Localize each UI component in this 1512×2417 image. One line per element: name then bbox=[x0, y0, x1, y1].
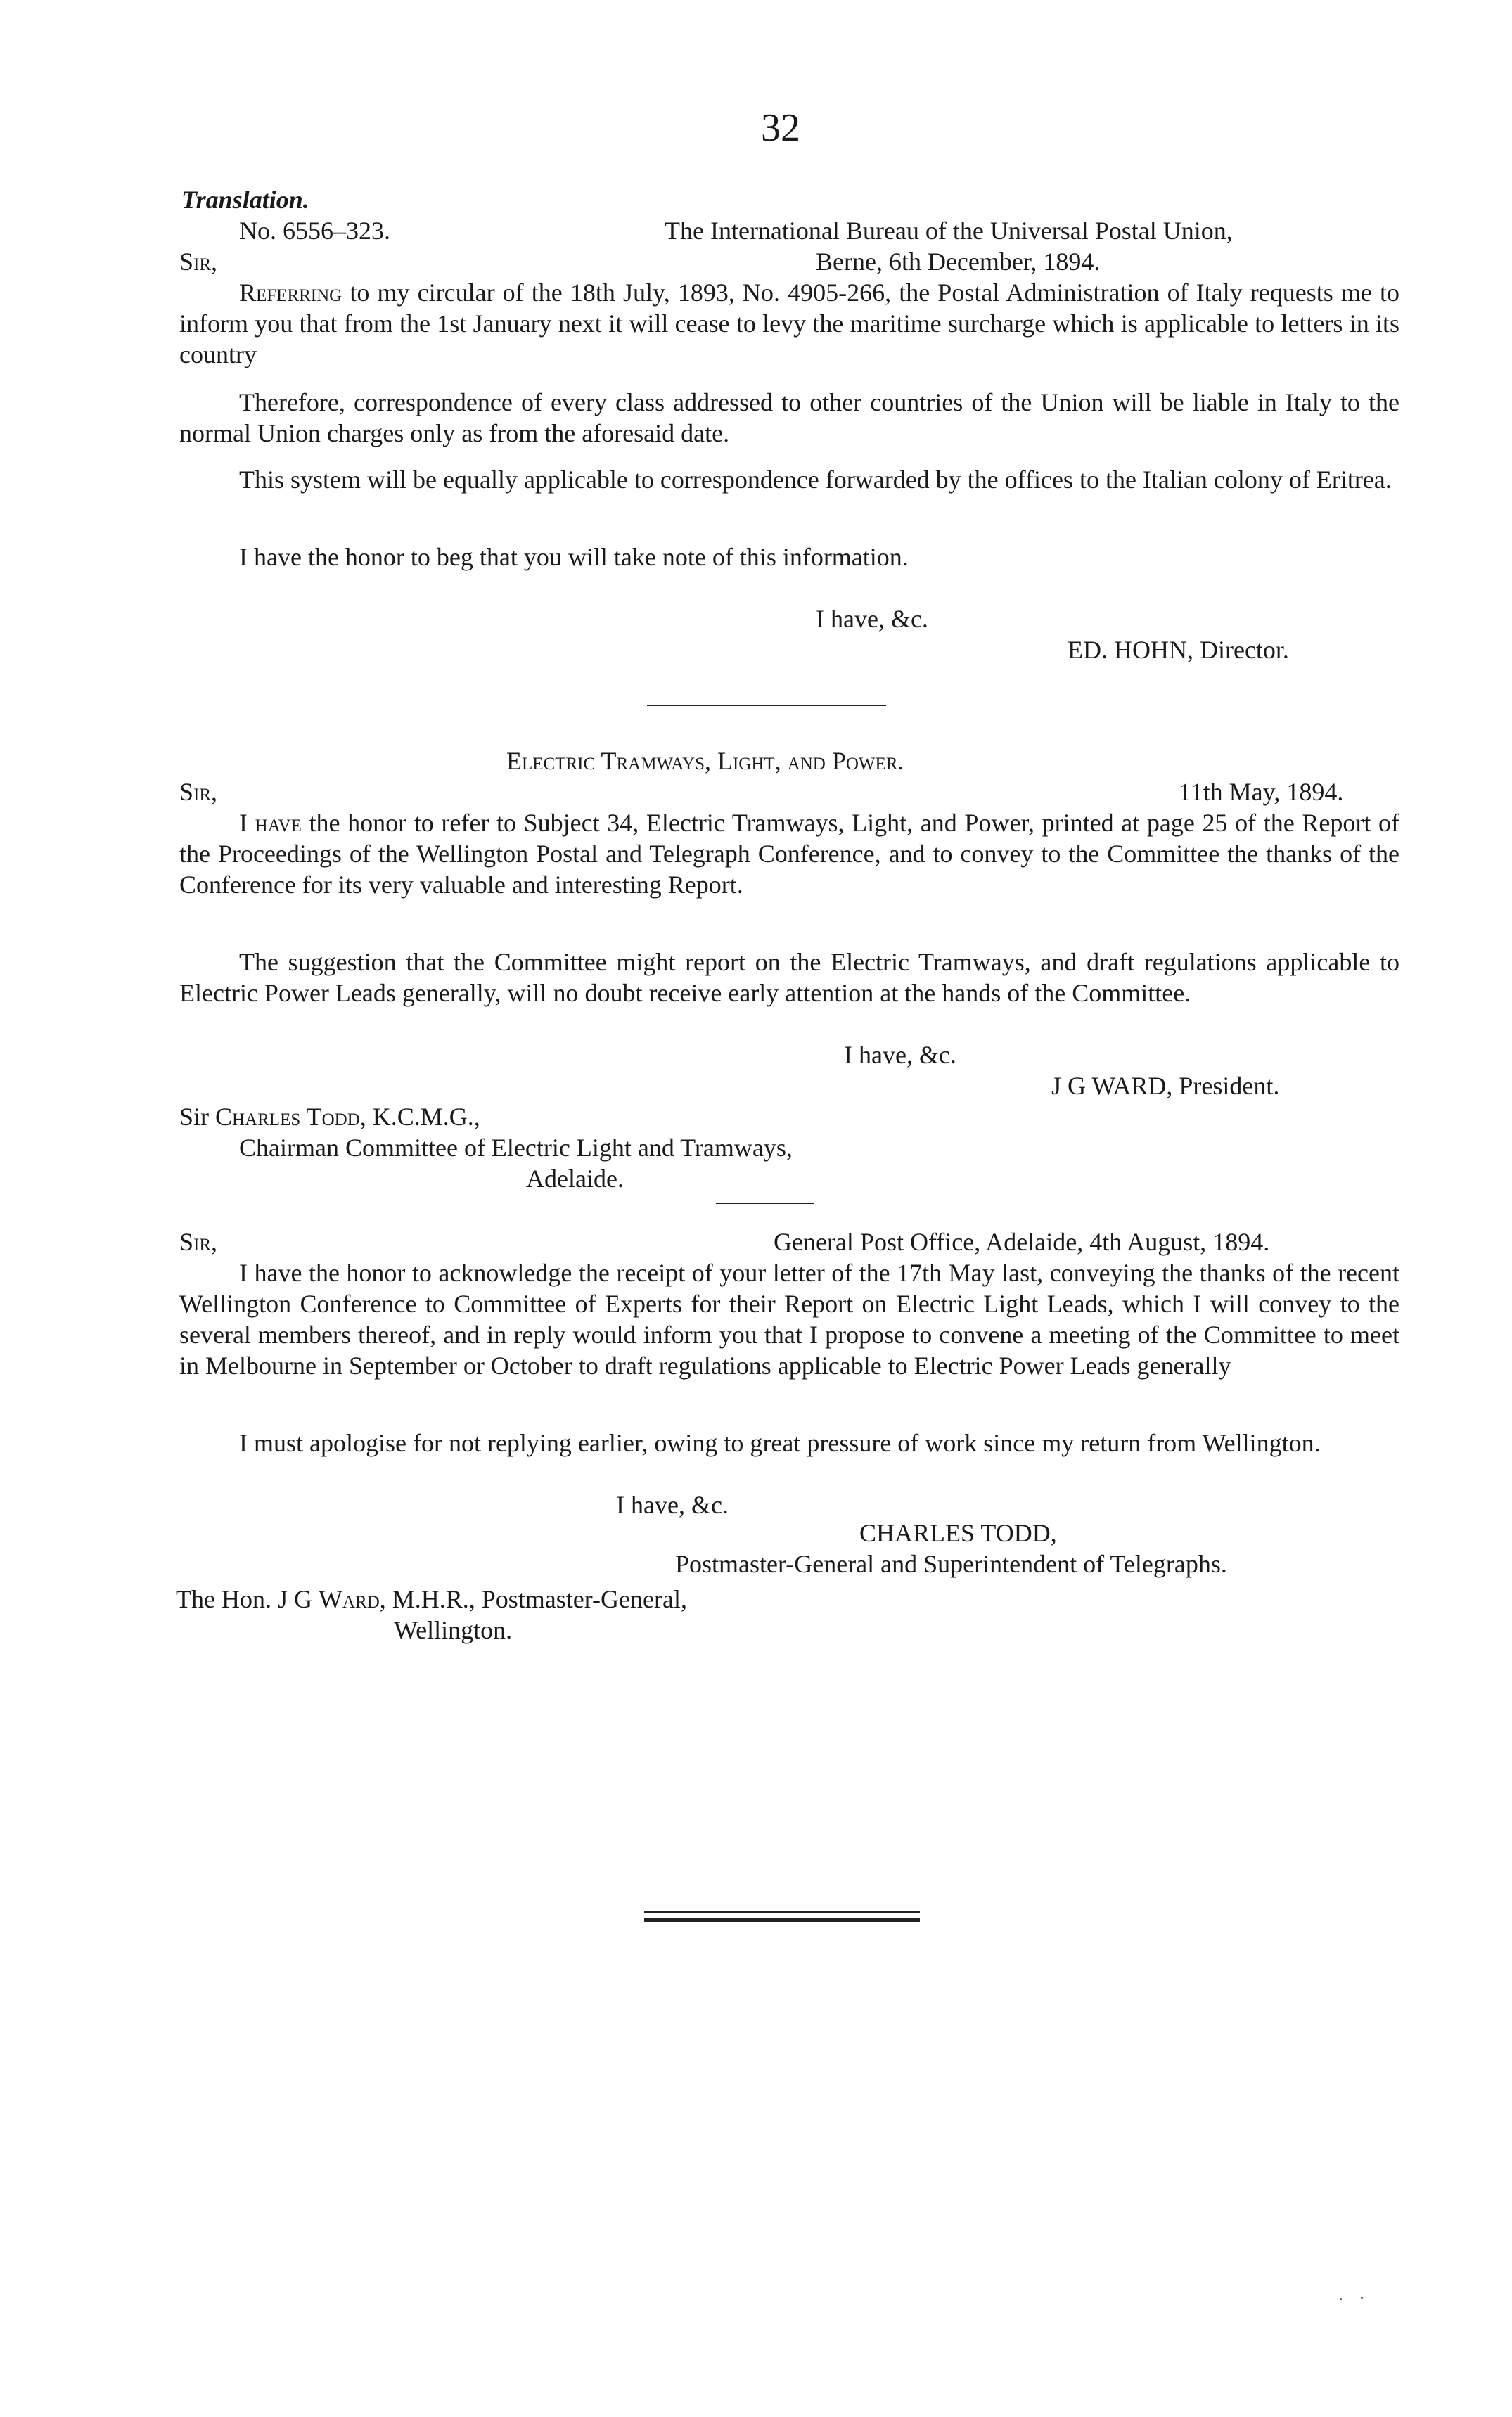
translation-heading: Translation. bbox=[181, 186, 309, 214]
letter1-signature: ED. HOHN, Director. bbox=[1068, 636, 1289, 664]
letter2-addressee-line1 bbox=[179, 1101, 480, 1132]
letter3-signature-title: Postmaster-General and Superintendent of Telegraphs. bbox=[675, 1550, 1227, 1578]
letter2-title: Electric Tramways, Light, and Power. bbox=[506, 747, 904, 775]
letter1-closing: I have, &c. bbox=[816, 605, 928, 633]
letter1-paragraph-2: Therefore, correspondence of every class addressed to other countries of the Union will be liable in Italy to the normal Union charges only as from the aforesaid date. bbox=[179, 388, 1399, 447]
letter1-sender-line1: The International Bureau of the Universal Postal Union, bbox=[665, 217, 1233, 245]
letter1-paragraph-1-lead: Referring bbox=[239, 278, 342, 307]
letter2-signature: J G WARD, President. bbox=[1051, 1072, 1280, 1100]
letter3-addressee-line1 bbox=[176, 1584, 687, 1615]
letter3-addressee-suffix: , M.H.R., Postmaster-General, bbox=[379, 1585, 687, 1613]
letter2-date: 11th May, 1894. bbox=[1179, 778, 1344, 806]
letter2-addressee-name: Charles Todd bbox=[215, 1103, 360, 1131]
end-rule-bottom bbox=[644, 1918, 920, 1922]
letter2-paragraph-1-text: the honor to refer to Subject 34, Electric Tramways, Light, and Power, printed at page 25 of the Report of the Proceedings of the Wellington Postal and Telegraph Conference, and to convey to the Committee the thanks of the Conference for its very valuable and interesting Report. bbox=[179, 809, 1399, 899]
letter3-signature-name: CHARLES TODD, bbox=[859, 1519, 1057, 1547]
letter1-salutation: Sir, bbox=[179, 248, 218, 276]
letter3-paragraph-2: I must apologise for not replying earlier, owing to great pressure of work since my return from Wellington. bbox=[239, 1429, 1321, 1457]
letter3-addressee-line2: Wellington. bbox=[394, 1616, 513, 1644]
letter2-paragraph-1-lead: I have bbox=[239, 809, 302, 837]
letter1-paragraph-4: I have the honor to beg that you will take note of this information. bbox=[239, 543, 909, 571]
page-number: 32 bbox=[761, 106, 800, 150]
scan-speck bbox=[1340, 2298, 1342, 2300]
end-rule-top bbox=[644, 1911, 920, 1913]
letter1-paragraph-3: This system will be equally applicable to correspondence forwarded by the offices to the Italian colony of Eritrea. bbox=[239, 466, 1392, 494]
letter2-addressee-line2: Chairman Committee of Electric Light and Tramways, bbox=[239, 1134, 793, 1162]
scan-speck bbox=[1361, 2297, 1363, 2299]
letter2-paragraph-2: The suggestion that the Committee might report on the Electric Tramways, and draft regulations applicable to Electric Power Leads generally, will no doubt receive early attention at the hands of the Committee. bbox=[179, 948, 1399, 1007]
letter2-addressee-line3: Adelaide. bbox=[526, 1165, 624, 1193]
section-divider-1 bbox=[647, 705, 886, 706]
letter2-closing: I have, &c. bbox=[844, 1041, 956, 1069]
letter1-paragraph-1-text: to my circular of the 18th July, 1893, No. 4905-266, the Postal Administration of Italy requests me to inform you that from the 1st January next it will cease to levy the maritime surcharge which is applicable to letters in its country bbox=[179, 278, 1399, 368]
letter3-paragraph-1: I have the honor to acknowledge the receipt of your letter of the 17th May last, conveying the thanks of the recent Wellington Conference to Committee of Experts for their Report on Electric Light Leads, which I will convey to the several members thereof, and in reply would inform you that I propose to convene a meeting of the Committee to meet in Melbourne in September or October to draft regulations applicable to Electric Power Leads generally bbox=[179, 1259, 1399, 1380]
letter1-sender-line2: Berne, 6th December, 1894. bbox=[816, 248, 1101, 276]
letter3-salutation: Sir, bbox=[179, 1228, 218, 1256]
letter3-closing: I have, &c. bbox=[616, 1491, 729, 1519]
letter1-ref-no: No. 6556–323. bbox=[239, 217, 390, 245]
section-divider-2 bbox=[716, 1203, 814, 1204]
letter3-sender: General Post Office, Adelaide, 4th August, 1894. bbox=[774, 1228, 1270, 1256]
letter1-paragraph-1 bbox=[179, 277, 1399, 370]
letter2-paragraph-1 bbox=[179, 807, 1399, 900]
letter2-salutation: Sir, bbox=[179, 778, 218, 806]
letter2-addressee-suffix: , K.C.M.G., bbox=[359, 1103, 480, 1131]
letter3-addressee-prefix: The Hon. J G bbox=[176, 1585, 319, 1613]
letter2-addressee-prefix: Sir bbox=[179, 1103, 216, 1131]
letter3-addressee-name: Ward bbox=[318, 1585, 380, 1613]
